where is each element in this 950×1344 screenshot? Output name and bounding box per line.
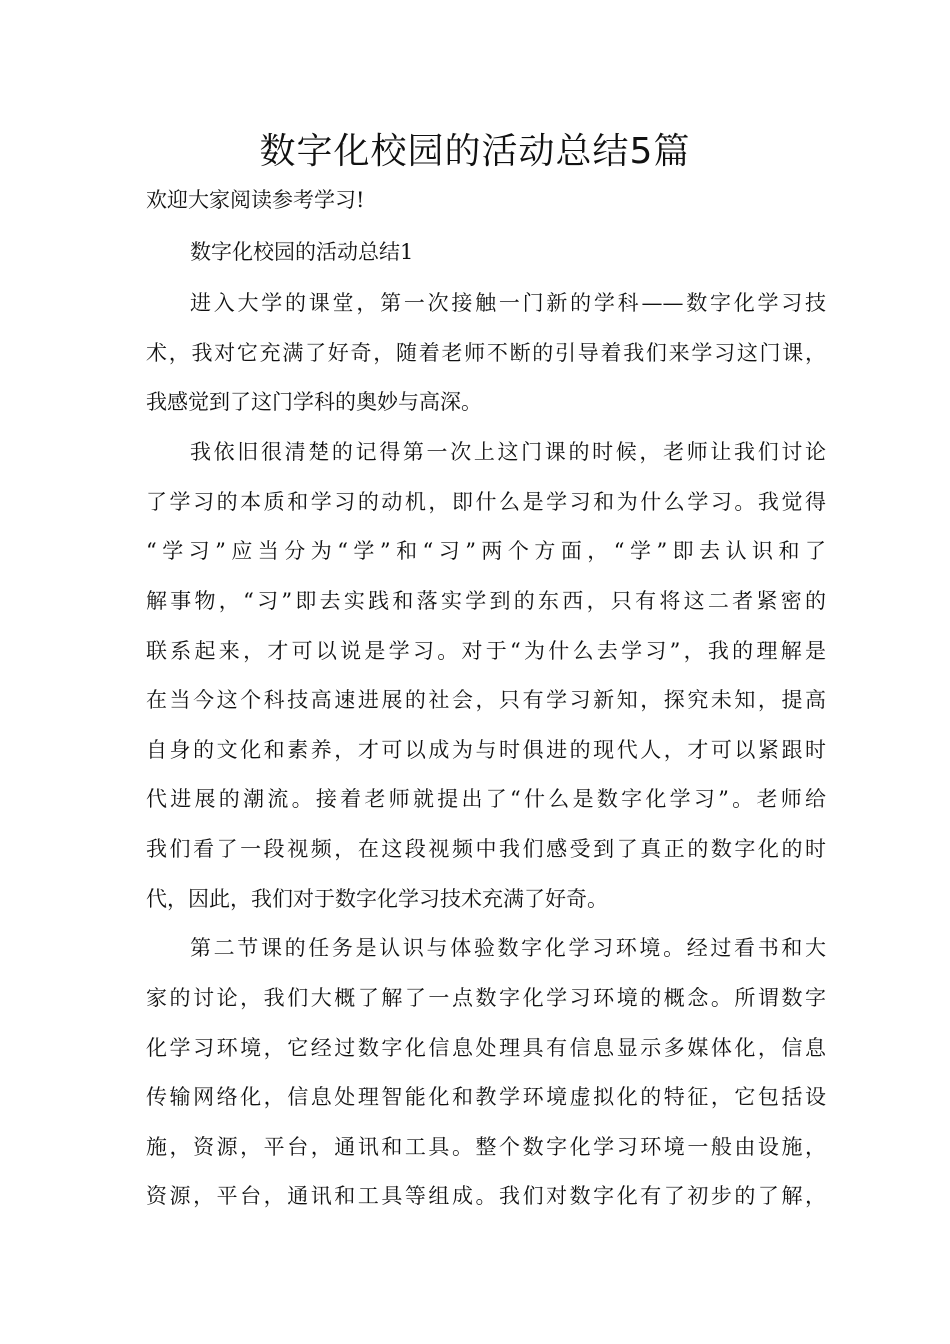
paragraph-line: 我依旧很清楚的记得第一次上这门课的时候，老师让我们讨论: [190, 440, 826, 464]
paragraph-line: 施，资源，平台，通讯和工具。整个数字化学习环境一般由设施，: [146, 1135, 826, 1159]
paragraph-line: 我们看了一段视频，在这段视频中我们感受到了真正的数字化的时: [146, 837, 826, 861]
paragraph-line: “学习”应当分为“学”和“习”两个方面，“学”即去认识和了: [146, 539, 826, 563]
paragraph-line: 资源，平台，通讯和工具等组成。我们对数字化有了初步的了解，: [146, 1184, 826, 1208]
paragraph-line: 解事物，“习”即去实践和落实学到的东西，只有将这二者紧密的: [146, 589, 826, 613]
paragraph-line: 化学习环境，它经过数字化信息处理具有信息显示多媒体化，信息: [146, 1036, 826, 1060]
paragraph-line: 传输网络化，信息处理智能化和教学环境虚拟化的特征，它包括设: [146, 1085, 826, 1109]
paragraph-line: 第二节课的任务是认识与体验数字化学习环境。经过看书和大: [190, 936, 826, 960]
paragraph-line: 自身的文化和素养，才可以成为与时俱进的现代人，才可以紧跟时: [146, 738, 826, 762]
paragraph-line: 代，因此，我们对于数字化学习技术充满了好奇。: [146, 887, 608, 911]
paragraph-line: 代进展的潮流。接着老师就提出了“什么是数字化学习”。老师给: [146, 787, 826, 811]
paragraph-line: 联系起来，才可以说是学习。对于“为什么去学习”，我的理解是: [146, 639, 826, 663]
paragraph-line: 家的讨论，我们大概了解了一点数字化学习环境的概念。所谓数字: [146, 986, 826, 1010]
document-title: 数字化校园的活动总结5篇: [259, 131, 691, 172]
section-heading: 数字化校园的活动总结1: [190, 240, 414, 264]
paragraph-line: 术，我对它充满了好奇，随着老师不断的引导着我们来学习这门课，: [146, 341, 826, 365]
welcome-line: 欢迎大家阅读参考学习!: [146, 188, 365, 212]
paragraph-line: 进入大学的课堂，第一次接触一门新的学科——数字化学习技: [190, 291, 826, 315]
paragraph-line: 了学习的本质和学习的动机，即什么是学习和为什么学习。我觉得: [146, 490, 826, 514]
paragraph-line: 我感觉到了这门学科的奥妙与高深。: [146, 390, 482, 414]
paragraph-line: 在当今这个科技高速进展的社会，只有学习新知，探究未知，提高: [146, 688, 826, 712]
